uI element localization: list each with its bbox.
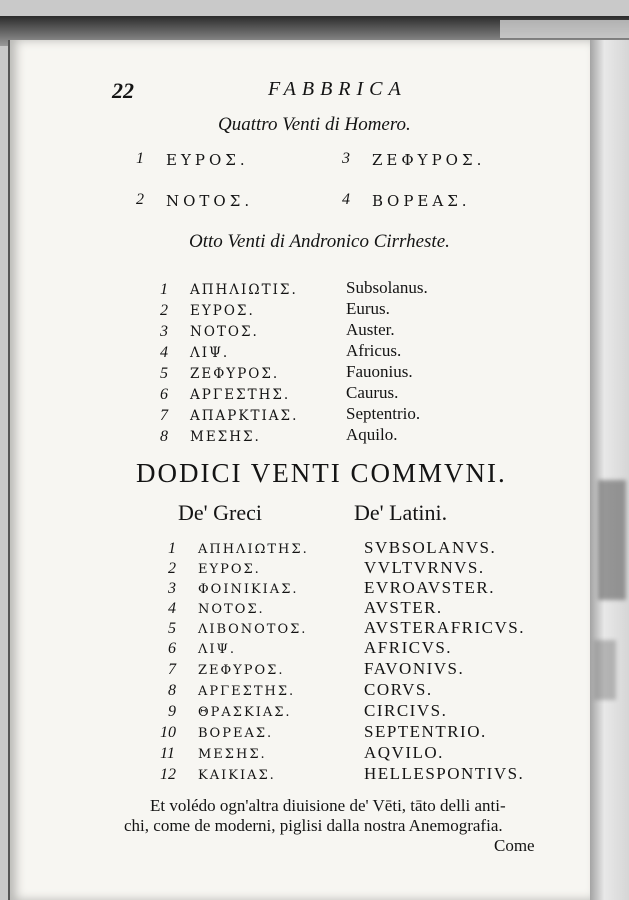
andronico-greek: ΖΕΦΥΡΟΣ.	[190, 366, 280, 382]
dodici-greek: ΛΙΒΟΝΟΤΟΣ.	[198, 622, 308, 637]
dodici-latin: EVROAVSTER.	[364, 578, 495, 597]
dodici-num: 9	[168, 703, 176, 720]
andronico-greek: ΜΕΣΗΣ.	[190, 429, 261, 445]
dodici-num: 6	[168, 640, 176, 657]
andronico-latin: Aquilo.	[346, 425, 398, 444]
dodici-latin: AQVILO.	[364, 743, 444, 762]
page-number: 22	[112, 78, 134, 103]
andronico-latin: Caurus.	[346, 383, 399, 402]
facing-page-edge	[588, 40, 629, 900]
andronico-num: 3	[160, 323, 168, 340]
andronico-latin: Subsolanus.	[346, 278, 428, 297]
andronico-greek: ΕΥΡΟΣ.	[190, 303, 255, 319]
bleed-through-mark	[598, 480, 626, 600]
homer-greek: ΝΟΤΟΣ.	[166, 192, 254, 210]
andronico-greek: ΝΟΤΟΣ.	[190, 324, 259, 340]
dodici-num: 8	[168, 682, 176, 699]
bleed-through-mark	[594, 640, 616, 700]
andronico-heading: Otto Venti di Andronico Cirrheste.	[189, 231, 450, 252]
homer-greek: ΕΥΡΟΣ.	[166, 151, 249, 169]
homer-heading: Quattro Venti di Homero.	[218, 114, 411, 135]
dodici-num: 2	[168, 560, 176, 577]
homer-greek: ΖΕΦΥΡΟΣ.	[372, 151, 486, 169]
andronico-greek: ΛΙΨ.	[190, 345, 230, 361]
dodici-greek: ΕΥΡΟΣ.	[198, 562, 261, 577]
dodici-num: 12	[160, 766, 176, 783]
dodici-greek: ΘΡΑΣΚΙΑΣ.	[198, 705, 292, 720]
dodici-num: 5	[168, 620, 176, 637]
dodici-latin: CORVS.	[364, 680, 433, 699]
andronico-num: 1	[160, 281, 168, 298]
dodici-latin: AVSTERAFRICVS.	[364, 618, 525, 637]
dodici-greek: ΒΟΡΕΑΣ.	[198, 726, 274, 741]
dodici-latin: VVLTVRNVS.	[364, 558, 485, 577]
andronico-num: 6	[160, 386, 168, 403]
dodici-num: 7	[168, 661, 176, 678]
dodici-latin: CIRCIVS.	[364, 701, 448, 720]
dodici-num: 1	[168, 540, 176, 557]
dodici-latin: AVSTER.	[364, 598, 443, 617]
andronico-latin: Septentrio.	[346, 404, 421, 423]
homer-greek: ΒΟΡΕΑΣ.	[372, 192, 471, 210]
dodici-latin: SEPTENTRIO.	[364, 722, 487, 741]
dodici-greek: ΖΕΦΥΡΟΣ.	[198, 663, 285, 678]
andronico-num: 2	[160, 302, 168, 319]
andronico-latin: Fauonius.	[346, 362, 413, 381]
andronico-greek: ΑΠΗΛΙΩΤΙΣ.	[190, 282, 298, 298]
andronico-greek: ΑΠΑΡΚΤΙΑΣ.	[190, 408, 299, 424]
andronico-num: 4	[160, 344, 168, 361]
homer-num: 1	[136, 150, 144, 167]
greek-column-header: De' Greci	[178, 500, 262, 525]
dodici-greek: ΚΑΙΚΙΑΣ.	[198, 768, 276, 783]
dodici-latin: FAVONIVS.	[364, 659, 465, 678]
dodici-num: 4	[168, 600, 176, 617]
dodici-greek: ΜΕΣΗΣ.	[198, 747, 267, 762]
andronico-latin: Eurus.	[346, 299, 390, 318]
dodici-latin: AFRICVS.	[364, 638, 453, 657]
dodici-num: 3	[168, 580, 176, 597]
andronico-num: 5	[160, 365, 168, 382]
catchword: Come	[494, 836, 535, 855]
book-top-edge-highlight	[500, 20, 629, 38]
dodici-latin: SVBSOLANVS.	[364, 538, 497, 557]
andronico-latin: Auster.	[346, 320, 395, 339]
closing-line-1: Et volédo ogn'altra diuisione de' Vēti, tāto delli anti-	[150, 796, 506, 815]
dodici-greek: ΝΟΤΟΣ.	[198, 602, 265, 617]
dodici-latin: HELLESPONTIVS.	[364, 764, 525, 783]
dodici-greek: ΦΟΙΝΙΚΙΑΣ.	[198, 582, 299, 597]
closing-line-2: chi, come de moderni, piglisi dalla nostra Anemografia.	[124, 816, 503, 835]
latin-column-header: De' Latini.	[354, 500, 448, 525]
running-head: FABBRICA	[268, 78, 407, 100]
andronico-greek: ΑΡΓΕΣΤΗΣ.	[190, 387, 291, 403]
dodici-num: 10	[160, 724, 176, 741]
andronico-num: 8	[160, 428, 168, 445]
dodici-greek: ΛΙΨ.	[198, 642, 237, 657]
homer-num: 4	[342, 191, 350, 208]
dodici-num: 11	[160, 745, 175, 762]
andronico-num: 7	[160, 407, 168, 424]
homer-num: 3	[342, 150, 350, 167]
dodici-heading: DODICI VENTI COMMVNI.	[136, 458, 507, 488]
dodici-greek: ΑΠΗΛΙΩΤΗΣ.	[198, 542, 309, 557]
andronico-latin: Africus.	[346, 341, 402, 360]
homer-num: 2	[136, 191, 144, 208]
dodici-greek: ΑΡΓΕΣΤΗΣ.	[198, 684, 296, 699]
